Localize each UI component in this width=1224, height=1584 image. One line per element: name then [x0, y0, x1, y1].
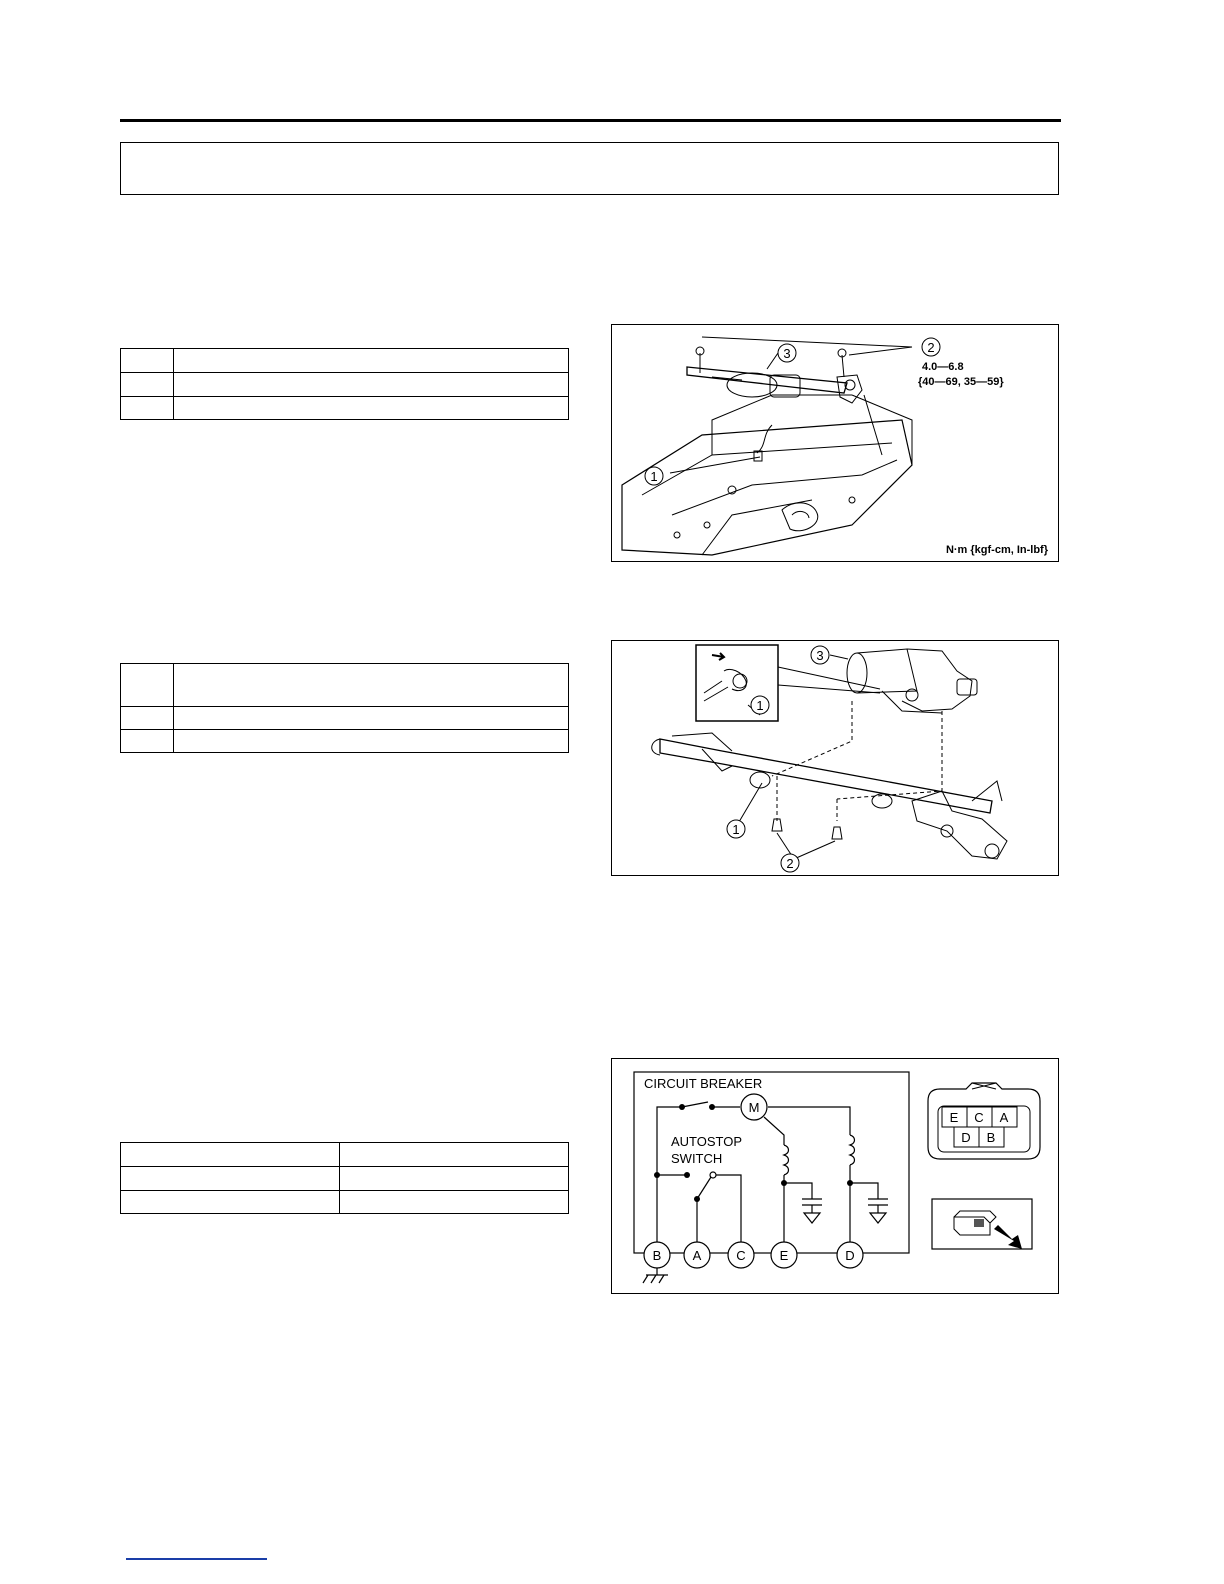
table-cell [340, 1191, 569, 1214]
connector-face [928, 1083, 1040, 1159]
autostop-switch-label-1: AUTOSTOP [671, 1134, 743, 1149]
terminal-e [771, 1242, 797, 1268]
svg-text:B: B [986, 1130, 996, 1145]
svg-text:A: A [999, 1110, 1009, 1125]
svg-text:3: 3 [816, 648, 824, 663]
parts-table-1 [120, 348, 569, 420]
svg-text:3: 3 [783, 346, 791, 361]
svg-text:E: E [949, 1110, 959, 1125]
footer-link-underline [126, 1558, 267, 1560]
svg-text:1: 1 [732, 822, 740, 837]
table-cell [121, 349, 174, 373]
motor-symbol [741, 1094, 767, 1120]
table-cell [121, 373, 174, 397]
autostop-switch-label-2: SWITCH [671, 1151, 723, 1166]
svg-text:D: D [845, 1248, 855, 1263]
svg-text:M: M [748, 1100, 760, 1115]
connector-view-icon [932, 1199, 1032, 1249]
unit-note: N·m {kgf-cm, In-lbf} [945, 544, 1048, 556]
svg-text:C: C [736, 1248, 746, 1263]
terminal-b [644, 1242, 670, 1268]
svg-text:D: D [961, 1130, 971, 1145]
figure-linkage-removal [611, 640, 1059, 876]
table-cell [121, 730, 174, 753]
terminal-c [728, 1242, 754, 1268]
torque-value: 4.0—6.8 [922, 361, 964, 373]
table-cell [174, 664, 569, 707]
table-cell [174, 707, 569, 730]
svg-text:B: B [652, 1248, 662, 1263]
callout-2 [922, 338, 940, 356]
table-cell [340, 1167, 569, 1191]
header-rule [120, 119, 1061, 122]
table-cell [121, 1167, 340, 1191]
table-cell [121, 1143, 340, 1167]
table-cell [121, 707, 174, 730]
parts-table-2 [120, 663, 569, 753]
inspection-table [120, 1142, 569, 1214]
installation-drawing [612, 325, 1058, 561]
section-title-box [120, 142, 1059, 195]
table-cell [121, 664, 174, 707]
svg-text:A: A [692, 1248, 702, 1263]
callout-1 [727, 820, 745, 838]
callout-1 [645, 467, 663, 485]
svg-text:2: 2 [927, 340, 935, 355]
table-cell [174, 349, 569, 373]
svg-text:1: 1 [756, 698, 764, 713]
terminal-a [684, 1242, 710, 1268]
callout-3 [811, 646, 829, 664]
callout-2 [781, 854, 799, 872]
circuit-diagram [612, 1059, 1058, 1293]
table-cell [174, 397, 569, 420]
svg-text:E: E [779, 1248, 789, 1263]
circuit-breaker-label: CIRCUIT BREAKER [644, 1076, 763, 1091]
svg-text:1: 1 [650, 469, 658, 484]
svg-text:C: C [974, 1110, 984, 1125]
torque-alt-units: {40—69, 35—59} [918, 376, 1004, 388]
linkage-drawing [612, 641, 1058, 875]
table-cell [174, 373, 569, 397]
table-cell [174, 730, 569, 753]
figure-wiper-motor-installation [611, 324, 1059, 562]
table-cell [121, 397, 174, 420]
svg-text:2: 2 [786, 856, 794, 871]
callout-3 [778, 344, 796, 362]
table-cell [340, 1143, 569, 1167]
terminal-d [837, 1242, 863, 1268]
figure-wiper-motor-circuit [611, 1058, 1059, 1294]
callout-inset-1 [751, 696, 769, 714]
table-cell [121, 1191, 340, 1214]
